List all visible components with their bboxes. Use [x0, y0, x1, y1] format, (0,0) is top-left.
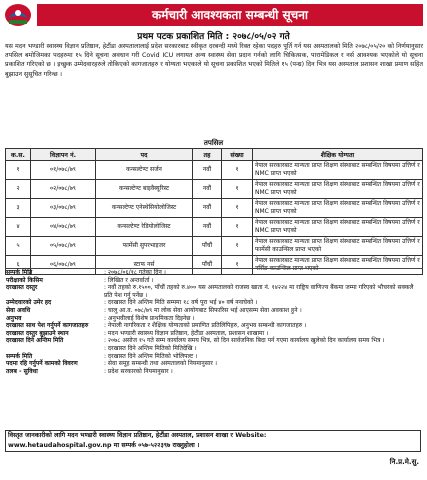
- detail-key: उम्मेदवारको उमेर हद: [6, 299, 52, 307]
- nepal-emblem-icon: [3, 2, 33, 28]
- detail-row: [5, 299, 423, 307]
- detail-value: : सेवा समूह सम्बन्धी तथा अस्पतालको नियमानुसार ।: [104, 360, 217, 368]
- cell-qualification: नेपाल सरकारबाट मान्यता प्राप्त शिक्षण संस्थाबाट सम्बन्धित विषयमा उत्तिर्ण र NMC प्राप्त भएको: [253, 218, 423, 237]
- cell-ad-no: ०३/०७८/७९: [31, 199, 96, 218]
- cell-post: कन्सल्टेण्ट सर्जन: [96, 161, 193, 180]
- detail-row: [5, 269, 423, 277]
- detail-row: [5, 360, 423, 368]
- detail-row: [5, 353, 423, 361]
- table-row: [6, 180, 423, 199]
- cell-level: पाँचौं: [193, 256, 222, 275]
- cell-serial: ३: [6, 199, 31, 218]
- vacancy-table: [5, 148, 423, 275]
- cell-serial: ६: [6, 256, 31, 275]
- detail-value: : मदन भण्डारी स्वास्थ्य विज्ञान प्रतिष्ठान, हेटौंडा अस्पताल, प्रशासन शाखामा ।: [104, 329, 269, 337]
- cell-qualification: नेपाल सरकारबाट मान्यता प्राप्त शिक्षण संस्थाबाट सम्बन्धित विषयमा उत्तिर्ण र: [253, 256, 423, 275]
- col-level: तह: [193, 149, 222, 161]
- table-header-row: [6, 149, 423, 161]
- detail-key: दरखास्त दिने अन्तिम मिति: [6, 337, 64, 345]
- publish-date: प्रथम पटक प्रकाशित मिति : २०७८/०५/०२ गते: [137, 32, 290, 42]
- cell-ad-no: ०१/०७८/७९: [31, 161, 96, 180]
- cell-count: १: [222, 218, 253, 237]
- detail-key: अनुभव: [6, 314, 22, 322]
- detail-key: सम्पर्क मिति: [6, 352, 33, 360]
- detail-value: : २०७८/०६/१८ गतेका दिन ।: [104, 269, 166, 276]
- cell-serial: ४: [6, 218, 31, 237]
- cell-level: नवौं: [193, 180, 222, 199]
- contact-box: [5, 430, 421, 452]
- cell-ad-no: ०६/०७८/७९: [31, 256, 96, 275]
- col-ad-no: विज्ञापन नं.: [31, 149, 96, 161]
- cell-count: १: [222, 256, 253, 275]
- details-list: [5, 269, 423, 375]
- detail-key: दरखास्त दस्तुर बुझाउने स्थान: [6, 329, 69, 337]
- table-row: [6, 199, 423, 218]
- cell-qualification: नेपाल सरकारबाट मान्यता प्राप्त शिक्षण संस्थाबाट सम्बन्धित विषयमा उत्तिर्ण र NMC प्राप्त भएको: [253, 161, 423, 180]
- cell-post: स्टाफ नर्स: [96, 256, 193, 275]
- cell-post: कन्सल्टेण्ट रेडियोलोजिस्ट: [96, 218, 193, 237]
- cell-count: १: [222, 199, 253, 218]
- detail-key: सेवा अवधि: [6, 306, 31, 314]
- detail-row: [5, 322, 423, 330]
- cell-serial: १: [6, 161, 31, 180]
- detail-key: पदमा रहि गर्नुपर्ने कामको विवरण: [6, 360, 78, 368]
- detail-value: : लिखित र अन्तर्वार्ता ।: [104, 276, 154, 284]
- detail-value: : दरखास्त दिने अन्तिम मिति सम्ममा १८ वर्ष पूरा भई ४० वर्ष ननाघेको ।: [104, 299, 258, 307]
- detail-value: : २०७८ असोज १५ गते सम्म कार्यालय समय भित्र, सो दिन सार्वजनिक बिदा पर्न गएमा कार्यालय खुलेको दिन कार्यालय समय भित्र ।: [104, 337, 385, 345]
- cell-level: नवौं: [193, 199, 222, 218]
- detail-key: तलब - सुविधा: [6, 367, 38, 375]
- detail-value: : नवौं तहको रु.१५००, पाँचौं तहको रु.४०० यस अस्पतालको राजस्व खाता नं. १४२२४ मा राष्ट्रिय वाणिज्य बैंकमा जम्मा गरिएको भौचरको सक्कलै प्रति पेश गर्नु पर्नेछ ।: [104, 284, 414, 299]
- cell-level: नवौं: [193, 218, 222, 237]
- detail-row: [5, 368, 423, 376]
- cell-serial: ५: [6, 237, 31, 256]
- detail-key: सम्पर्क मिति: [6, 269, 33, 276]
- cell-count: १: [222, 161, 253, 180]
- cell-count: १: [222, 237, 253, 256]
- detail-row: [5, 345, 423, 353]
- cell-post: कन्सल्टेण्ट बाइवैब्यूरिस्ट: [96, 180, 193, 199]
- contact-line-2: www.hetaudahospital.gov.np मा सम्पर्क ०५७-५२२३९७ राख्नुहोला ।: [8, 442, 200, 449]
- cell-qualification: नेपाल सरकारबाट मान्यता प्राप्त शिक्षण संस्थाबाट सम्बन्धित विषयमा उत्तिर्ण र फार्मेसी काउन्सिल प्राप्त भएको: [253, 237, 423, 256]
- table-row: [6, 237, 423, 256]
- col-count: संख्या: [222, 149, 253, 161]
- detail-key: [5, 345, 103, 353]
- cell-qualification: नेपाल सरकारबाट मान्यता प्राप्त शिक्षण संस्थाबाट सम्बन्धित विषयमा उत्तिर्ण र NMC प्राप्त भएको: [253, 199, 423, 218]
- cell-ad-no: ०२/०७८/७९: [31, 180, 96, 199]
- detail-value: : दरखास्त दिने अन्तिम मितिको भोलिपल्ट ।: [104, 352, 198, 360]
- notice-title: कर्मचारी आवश्यकता सम्बन्धी सूचना: [37, 4, 423, 26]
- detail-key: दरखास्त साथ पेश गर्नुपर्ने कागजातहरु: [6, 322, 89, 330]
- cell-ad-no: ०५/०७८/७९: [31, 237, 96, 256]
- signature: नि.प्र.मे.सु.: [389, 458, 419, 466]
- table-row: [6, 218, 423, 237]
- cell-post: फार्मेसी सुपरभाइजर: [96, 237, 193, 256]
- col-qualification: शैक्षिक योग्यता: [253, 149, 423, 161]
- intro-paragraph: यस मदन भण्डारी स्वास्थ्य विज्ञान प्रतिष्ठान, हेटौंडा अस्पतालालाई प्रदेश सरकारबाट स्वीकृत दरबन्दी मध्ये रिक्त रहेका पदहरु पूर्ति गर्न यस अस्पतालको मिति २०७८/०५/२० को निर्णयानुसार तपसिल बमोजिमका पदहरुमा १५ दिने सूचना अवधान गरी Covid ICU लगायत अन्य स्वास्थ्य सेवा प्रदान गर्नको लागि चिकित्सक, पारामेडिकल र नर्स आवश्यक भएकोले यो सूचना प्रकाशित गरिएको छ । इच्छुक उम्मेदवारहरुले तोकिएको कागजातहरु र योग्यता भएकाले यो सूचना प्रकाशित भएको मितिले १५ (पन्ध्र) दिन भित्र यस अस्पताल प्रशासन शाखा प्रमाण सहित बुझाउन सुसूचित गरिन्छ ।: [5, 43, 423, 78]
- detail-key: दरखास्त दस्तुर: [6, 284, 38, 292]
- cell-count: १: [222, 180, 253, 199]
- table-row: [6, 161, 423, 180]
- cell-qualification: नेपाल सरकारबाट मान्यता प्राप्त शिक्षण संस्थाबाट सम्बन्धित विषयमा उत्तिर्ण र NMC प्राप्त भएको: [253, 180, 423, 199]
- cell-serial: २: [6, 180, 31, 199]
- contact-line-1: विस्तृत जानकारीको लागि मदन भण्डारी स्वास्थ्य विज्ञान प्रतिष्ठान, हेटौंडा अस्पताल, प्रशासन शाखा र Website:: [8, 432, 267, 439]
- cell-post: कन्सल्टेण्ट एनेस्थेसियोलोजिस्ट: [96, 199, 193, 218]
- cell-level: पाँचौं: [193, 237, 222, 256]
- col-serial: क.स.: [6, 149, 31, 161]
- detail-row: [5, 284, 423, 299]
- col-post: पद: [96, 149, 193, 161]
- cell-ad-no: ०४/०७८/७९: [31, 218, 96, 237]
- detail-key: परीक्षाको किसिम: [6, 276, 43, 284]
- schedule-label: तपसिल: [203, 139, 224, 147]
- detail-value: : नेपाली नागरिकता र शैक्षिक योग्यताको प्रमाणित प्रतिलिपिहरु, अनुभव सम्बन्धी कागजातहरु ।: [104, 322, 307, 330]
- detail-value: : चालु आ.व. ०७८/७९ मा लोक सेवा आयोगबाट सिफारिस भई आएसम्म सेवा अवकाश हुने ।: [104, 306, 302, 314]
- detail-row: [5, 337, 423, 345]
- detail-row: [5, 307, 423, 315]
- cell-level: नवौं: [193, 161, 222, 180]
- detail-value: : प्रदेश सरकारको नियमानुसार ।: [104, 367, 173, 375]
- detail-value: : दरखास्त दिने अन्तिम मितिको मितिदेखि ।: [104, 344, 197, 352]
- detail-value: : अनुभवीलाई विशेष प्राथमिकता दिइनेछ ।: [104, 314, 195, 322]
